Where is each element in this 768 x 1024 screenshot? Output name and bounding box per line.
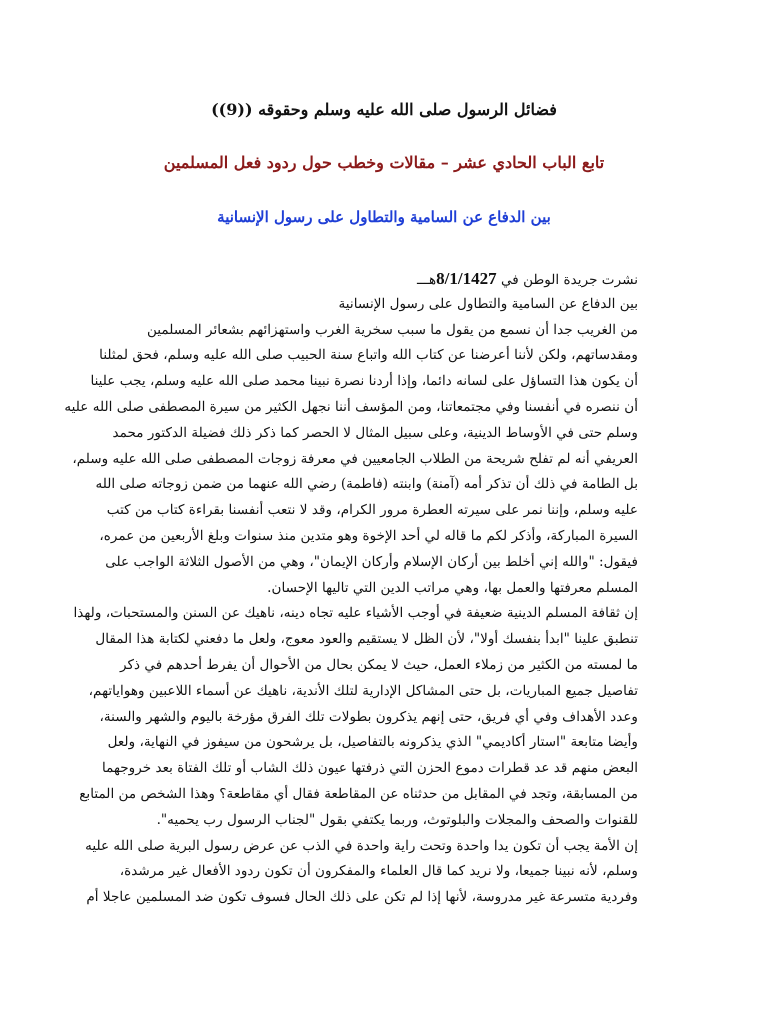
page-title-close: )) (211, 100, 227, 119)
text-line: من المسابقة، وتجد في المقابل من حدثناه عن المقاطعة فقال أي مقاطعة؟ وهذا الشخص من المتابع (79, 785, 638, 802)
publication-date: 8/1/1427 (436, 269, 497, 288)
text-line: السيرة المباركة، وأذكر لكم ما قاله لي أحد الإخوة وهو متدين منذ سنوات وبلغ الأربعين من عمره، (99, 527, 638, 544)
text-line: فيقول: "والله إني أخلط بين أركان الإسلام وأركان الإيمان"، وهي من الأصول الثلاثة الواجب على (105, 553, 638, 570)
text-line: البعض منهم قد عد قطرات دموع الحزن التي ذرفتها عيون ذلك الشاب أو تلك الفتاة بعد خروجهما (101, 760, 638, 777)
text-line: أن يكون هذا التساؤل على لسانه دائما، وإذا أردنا نصرة نبينا محمد صلى الله عليه وسلم، يجب علينا (90, 373, 638, 390)
text-line: وسلم حتى في الأوساط الدينية، وعلى سبيل المثال لا الحصر كما ذكر ذلك فضيلة الدكتور محمد (112, 424, 638, 441)
text-line: إن الأمة يجب أن تكون يدا واحدة وتحت راية واحدة في الذب عن عرض رسول البرية صلى الله عليه (85, 837, 638, 854)
text-line: عليه وسلم، وإننا نمر على سيرته العطرة مرور الكرام، وقد لا نتعب أنفسنا بقراءة كتاب من كتب (106, 502, 638, 519)
text-line: العريفي أنه لم تفلح شريحة من الطلاب الجامعيين في معرفة زوجات المصطفى صلى الله عليه وسلم، (72, 450, 638, 467)
publication-prefix: نشرت جريدة الوطن في (496, 272, 638, 288)
section-heading: بين الدفاع عن السامية والتطاول على رسول الإنسانية (217, 208, 551, 226)
text-line: من الغريب جدا أن نسمع من يقول ما سبب سخرية الغرب واستهزائهم بشعائر المسلمين (146, 321, 638, 338)
chapter-subtitle: تابع الباب الحادي عشر – مقالات وخطب حول ردود فعل المسلمين (163, 153, 605, 172)
text-line: تنطبق علينا "ابدأ بنفسك أولا"، لأن الظل لا يستقيم والعود معوج، ولعل ما دفعني لكتابة هذا المقال (95, 631, 638, 648)
text-line: المسلم معرفتها والعمل بها، وهي مراتب الدين التي تاليها الإحسان. (267, 579, 638, 596)
text-line: ما لمسته من الكثير من زملاء العمل، حيث لا يمكن بحال من الأحوال أن يفرط أحدهم في ذكر (120, 656, 638, 673)
text-line: أن ننصره في أنفسنا وفي مجتمعاتنا، ومن المؤسف أننا نجهل الكثير من سيرة المصطفى صلى الله عليه (64, 398, 638, 415)
publication-suffix: هـــ (417, 272, 437, 288)
page-title (0, 100, 768, 119)
text-line: وأيضا متابعة "استار أكاديمي" الذي يذكرونه بالتفاصيل، بل يرشحون من سيفوز في النهاية، ولعل (107, 734, 638, 751)
publication-line (130, 266, 638, 292)
text-line: تفاصيل جميع المباريات، بل حتى المشاكل الإدارية لتلك الأندية، ناهيك عن أسماء اللاعبين وهواياتهم، (88, 682, 638, 699)
page-title-number: 9 (226, 100, 238, 119)
text-line: للقنوات والصحف والمجلات والبلوتوث، وربما يكتفي بقول "لجناب الرسول رب يحميه". (156, 811, 638, 828)
text-line: وسلم، لأنه نبينا جميعا، ولا نريد كما قال العلماء والمفكرون أن تكون ردود الأفعال غير مرشدة، (119, 863, 638, 880)
text-line: وعدد الأهداف وفي أي فريق، حتى إنهم يذكرون بطولات تلك الفرق مؤرخة باليوم والشهر والسنة، (99, 708, 638, 725)
text-line: ومقدساتهم، ولكن لأننا أعرضنا عن كتاب الله واتباع سنة الحبيب صلى الله عليه وسلم، فحق لمثلنا (99, 347, 638, 364)
text-line: بين الدفاع عن السامية والتطاول على رسول الإنسانية (338, 295, 638, 312)
page-title-text: فضائل الرسول صلى الله عليه وسلم وحقوقه (( (237, 100, 557, 119)
text-line: وفردية متسرعة غير مدروسة، لأنها إذا لم تكن على ذلك الحال فسوف تكون ضد المسلمين عاجلا أم (86, 889, 638, 906)
text-line: إن ثقافة المسلم الدينية ضعيفة في أوجب الأشياء عليه تجاه دينه، ناهيك عن السنن والمستحبات، ولهذا (73, 605, 638, 622)
article-body (64, 266, 638, 911)
text-line: بل الطامة في ذلك أن تذكر أمه (آمنة) وابنته (فاطمة) رضي الله عنهما من ضمن زوجاته صلى الله (95, 476, 638, 493)
